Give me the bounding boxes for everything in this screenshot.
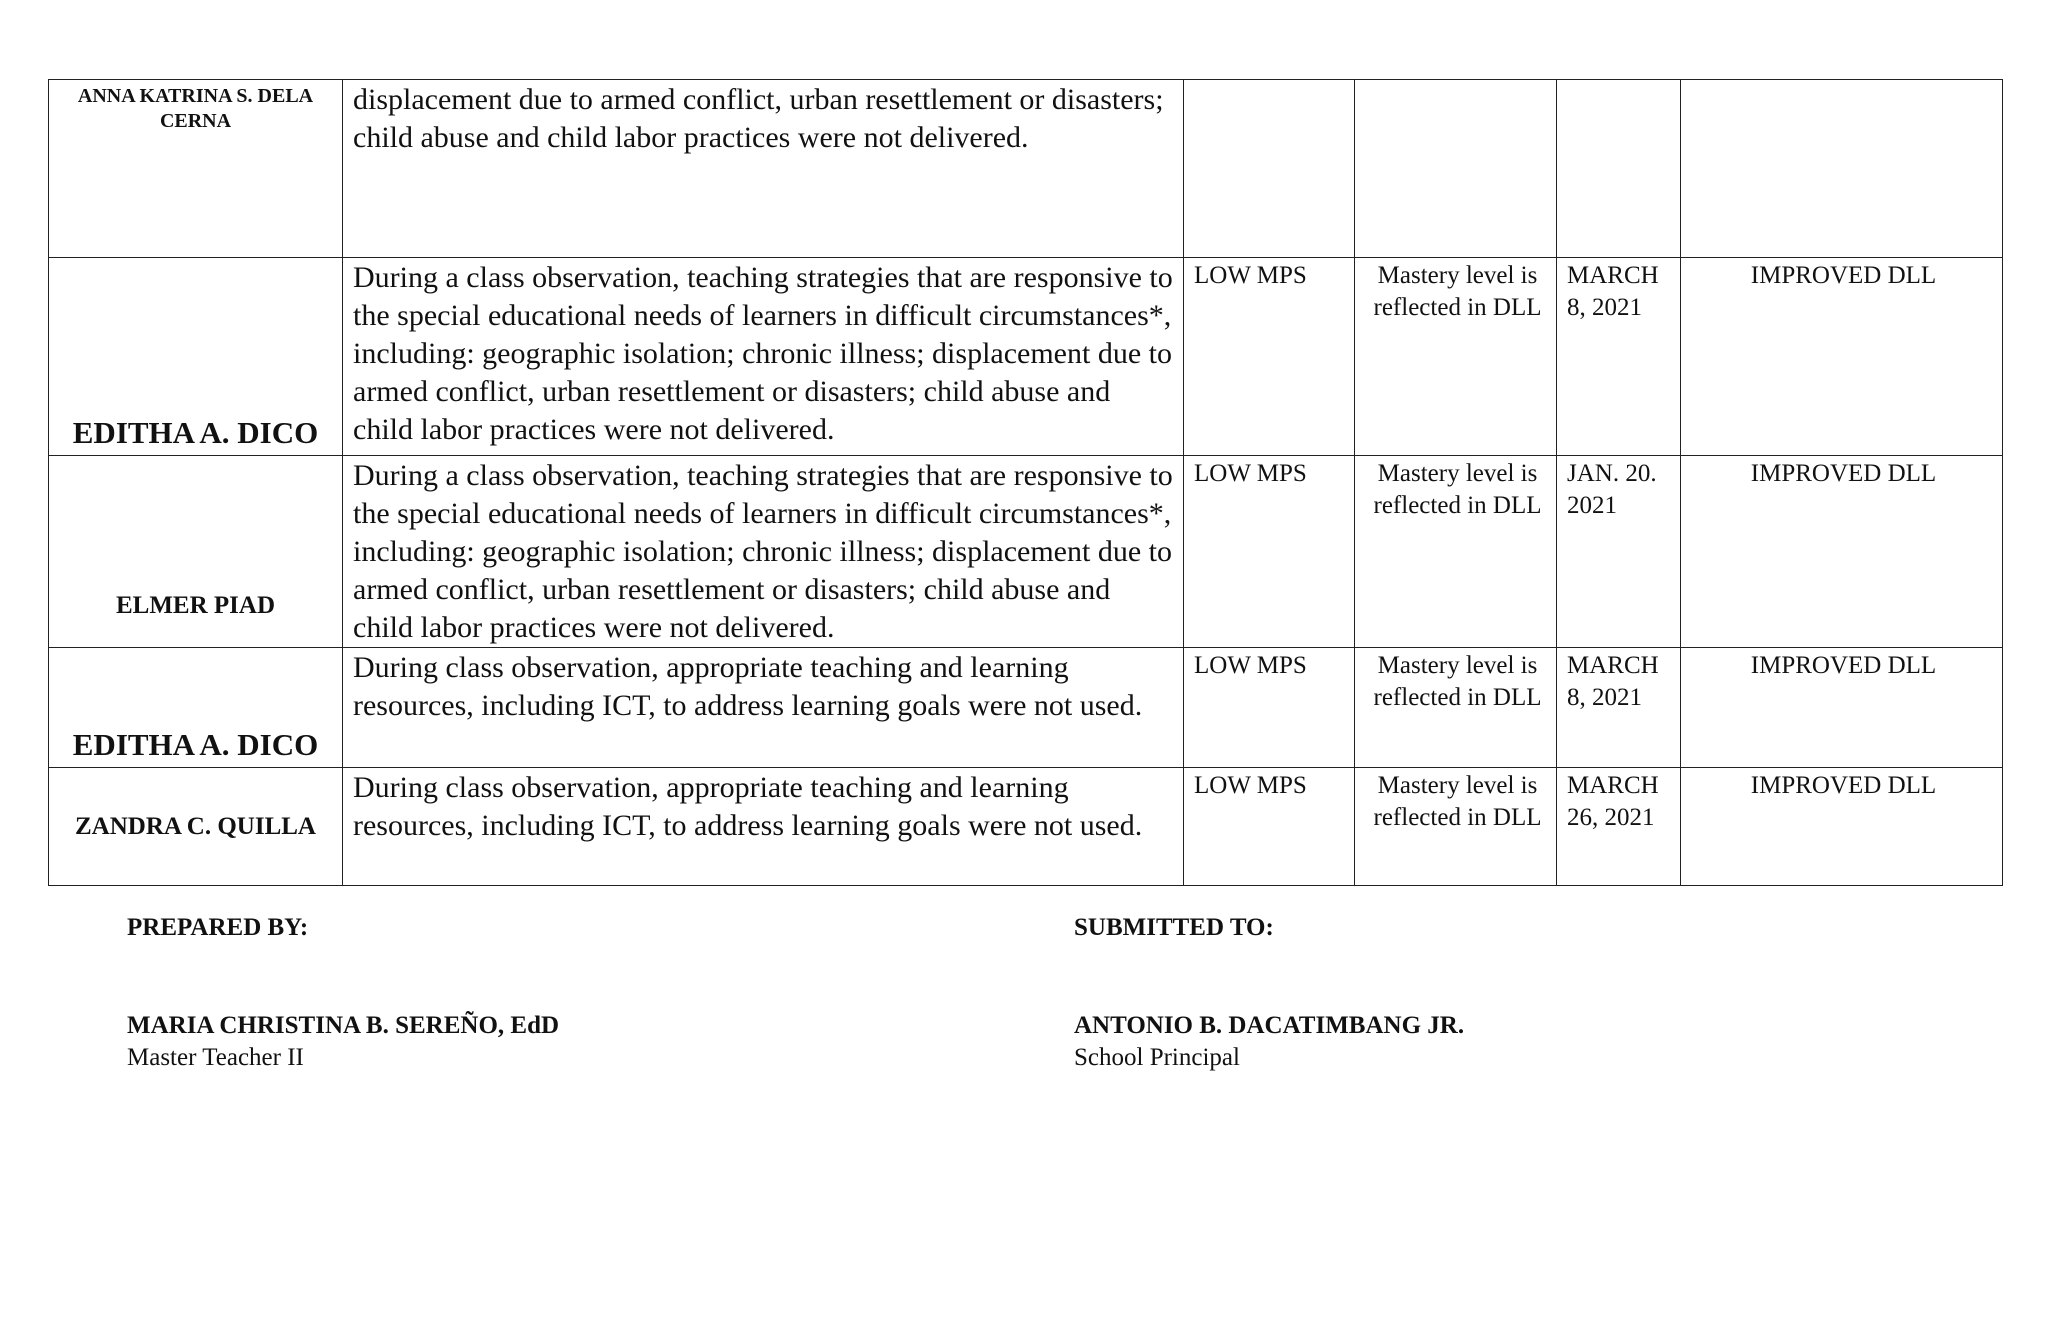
teacher-name: ZANDRA C. QUILLA — [74, 812, 316, 840]
finding-text: During a class observation, teaching strategies that are responsive to the special educational needs of learners in difficult circumstances*, including: geographic isolation; chronic illness; displacement due to armed conflict, urban resettlement or disasters; child abuse and child labor practices were not delivered. — [353, 261, 1173, 446]
prepared-by-position: Master Teacher II — [127, 1044, 304, 1071]
date-cell — [1557, 80, 1681, 258]
teacher-name: ELMER PIAD — [115, 592, 276, 619]
teacher-name: EDITHA A. DICO — [72, 727, 319, 762]
action-text: Mastery level is reflected in DLL — [1373, 460, 1542, 519]
teacher-name-cell — [49, 80, 343, 258]
finding-text: During a class observation, teaching strategies that are responsive to the special educational needs of learners in difficult circumstances*, including: geographic isolation; chronic illness; displacement due to armed conflict, urban resettlement or disasters; child abuse and child labor practices were not delivered. — [353, 459, 1173, 644]
date-text: JAN. 20. 2021 — [1567, 460, 1657, 519]
teacher-name: ANNA KATRINA S. DELA CERNA — [77, 85, 314, 132]
cause-cell — [1184, 768, 1355, 886]
action-cell — [1355, 258, 1557, 456]
date-cell — [1557, 258, 1681, 456]
result-cell — [1681, 768, 2003, 886]
action-text — [1365, 80, 1550, 82]
date-text: MARCH 8, 2021 — [1567, 262, 1659, 321]
finding-cell — [343, 80, 1184, 258]
table-row — [49, 258, 2003, 456]
prepared-by-block — [127, 912, 559, 1074]
finding-cell — [343, 258, 1184, 456]
teacher-name-cell — [49, 768, 343, 886]
findings-table — [48, 79, 2003, 886]
cause-cell — [1184, 258, 1355, 456]
prepared-by-heading: PREPARED BY: — [127, 914, 309, 941]
cause-text: LOW MPS — [1194, 262, 1307, 289]
date-text: MARCH 26, 2021 — [1567, 772, 1659, 831]
date-cell — [1557, 456, 1681, 648]
submitted-to-position: School Principal — [1074, 1044, 1240, 1071]
finding-text: displacement due to armed conflict, urban resettlement or disasters; child abuse and child labor practices were not delivered. — [353, 83, 1164, 154]
result-cell — [1681, 258, 2003, 456]
result-cell — [1681, 456, 2003, 648]
date-cell — [1557, 648, 1681, 768]
cause-cell — [1184, 80, 1355, 258]
cause-text: LOW MPS — [1194, 772, 1307, 799]
result-text — [1691, 80, 1996, 82]
teacher-name: EDITHA A. DICO — [72, 415, 319, 450]
action-cell — [1355, 456, 1557, 648]
result-cell — [1681, 80, 2003, 258]
date-text — [1567, 80, 1674, 82]
result-cell — [1681, 648, 2003, 768]
teacher-name-cell — [49, 258, 343, 456]
finding-cell — [343, 768, 1184, 886]
finding-cell — [343, 648, 1184, 768]
result-text: IMPROVED DLL — [1750, 262, 1937, 289]
action-text: Mastery level is reflected in DLL — [1373, 262, 1542, 321]
action-text: Mastery level is reflected in DLL — [1373, 772, 1542, 831]
table-row — [49, 80, 2003, 258]
finding-text: During class observation, appropriate teaching and learning resources, including ICT, to address learning goals were not used. — [353, 651, 1143, 722]
cause-cell — [1184, 648, 1355, 768]
result-text: IMPROVED DLL — [1750, 772, 1937, 799]
teacher-name-cell — [49, 456, 343, 648]
submitted-to-block — [1074, 912, 1464, 1074]
action-cell — [1355, 648, 1557, 768]
cause-text: LOW MPS — [1194, 460, 1307, 487]
teacher-name-cell — [49, 648, 343, 768]
date-cell — [1557, 768, 1681, 886]
cause-text — [1194, 80, 1348, 82]
date-text: MARCH 8, 2021 — [1567, 652, 1659, 711]
finding-cell — [343, 456, 1184, 648]
table-row — [49, 456, 2003, 648]
finding-text: During class observation, appropriate teaching and learning resources, including ICT, to address learning goals were not used. — [353, 771, 1143, 842]
cause-text: LOW MPS — [1194, 652, 1307, 679]
cause-cell — [1184, 456, 1355, 648]
result-text: IMPROVED DLL — [1750, 460, 1937, 487]
action-text: Mastery level is reflected in DLL — [1373, 652, 1542, 711]
table-row — [49, 768, 2003, 886]
prepared-by-name: MARIA CHRISTINA B. SEREÑO, EdD — [127, 1012, 560, 1039]
submitted-to-heading: SUBMITTED TO: — [1074, 914, 1274, 941]
table-row — [49, 648, 2003, 768]
action-cell — [1355, 80, 1557, 258]
action-cell — [1355, 768, 1557, 886]
result-text: IMPROVED DLL — [1750, 652, 1937, 679]
submitted-to-name: ANTONIO B. DACATIMBANG JR. — [1074, 1012, 1465, 1039]
